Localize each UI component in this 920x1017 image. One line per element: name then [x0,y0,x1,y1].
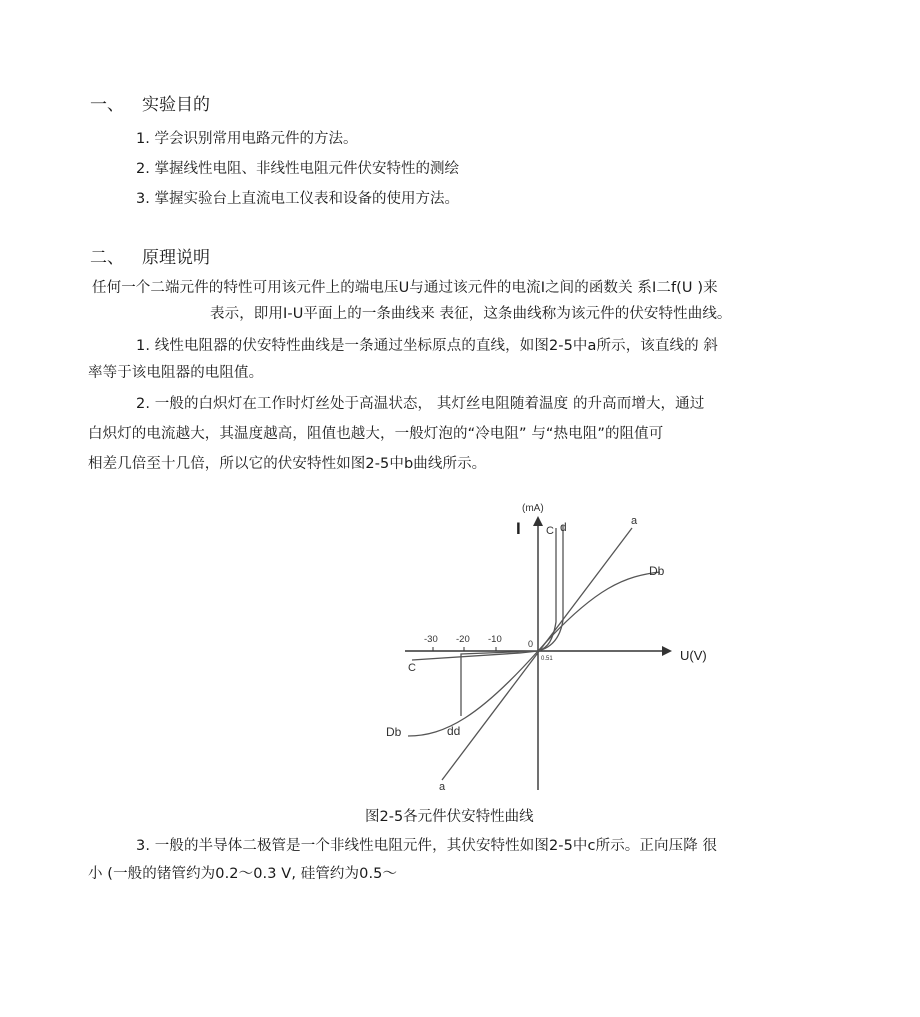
x-tick-label: -30 [424,634,438,645]
figure-caption: 图2-5各元件伏安特性曲线 [365,809,534,825]
curve-b-path [408,572,660,736]
origin-label: 0 [528,639,534,649]
x-axis-label: U(V) [680,648,707,663]
para-3-line-2: 小 (一般的锗管约为0.2〜0.3 V, 硅管约为0.5〜 [88,866,398,882]
x-tick-label: -20 [456,634,470,645]
intro-line-2: 表示，即用I-U平面上的一条曲线来 表征，这条曲线称为该元件的伏安特性曲线。 [210,306,732,322]
intro-line-1: 任何一个二端元件的特性可用该元件上的端电压U与通过该元件的电流I之间的函数关 系I二f(U )来 [92,280,718,296]
section-1-heading [90,90,210,115]
para-1-line-2: 率等于该电阻器的电阻值。 [88,365,264,381]
section-1-number: 一、 [90,95,124,115]
y-axis-label: I [516,519,521,538]
curve-c-left-label: C [408,662,416,674]
objective-item-3: 3. 掌握实验台上直流电工仪表和设备的使用方法。 [136,191,459,207]
curve-b-left-label: Db [386,725,402,739]
x-tick-label: -10 [488,634,502,645]
curve-b-right-label: Db [649,564,665,578]
para-2-line-1: 2. 一般的白炽灯在工作时灯丝处于高温状态， 其灯丝电阻随着温度 的升高而增大，通过 [136,396,705,412]
section-2-heading [90,243,210,268]
section-1-title: 实验目的 [142,95,210,115]
para-3-line-1: 3. 一般的半导体二极管是一个非线性电阻元件，其伏安特性如图2-5中c所示。正向压降 很 [136,838,718,854]
para-2-line-3: 相差几倍至十几倍，所以它的伏安特性如图2-5中b曲线所示。 [88,456,487,472]
curve-d-bottom-label: dd [447,724,461,738]
curve-a-bottom-label: a [439,781,446,793]
objective-item-2: 2. 掌握线性电阻、非线性电阻元件伏安特性的测绘 [136,161,459,177]
small-tick-label: 0.51 [541,656,553,662]
curve-c-top-label: C [546,525,554,537]
objective-item-1: 1. 学会识别常用电路元件的方法。 [136,131,358,147]
curve-a-top-label: a [631,515,638,527]
para-1-line-1: 1. 线性电阻器的伏安特性曲线是一条通过坐标原点的直线，如图2-5中a所示，该直线的 斜 [136,338,719,354]
y-unit-label: (mA) [522,503,544,514]
para-2-line-2: 白炽灯的电流越大，其温度越高，阻值也越大，一般灯泡的“冷电阻” 与“热电阻”的阻值可 [88,426,664,442]
section-2-title: 原理说明 [142,248,210,268]
iv-characteristic-figure [360,490,720,800]
section-2-number: 二、 [90,248,124,268]
curve-d-top-label: d [560,520,567,534]
